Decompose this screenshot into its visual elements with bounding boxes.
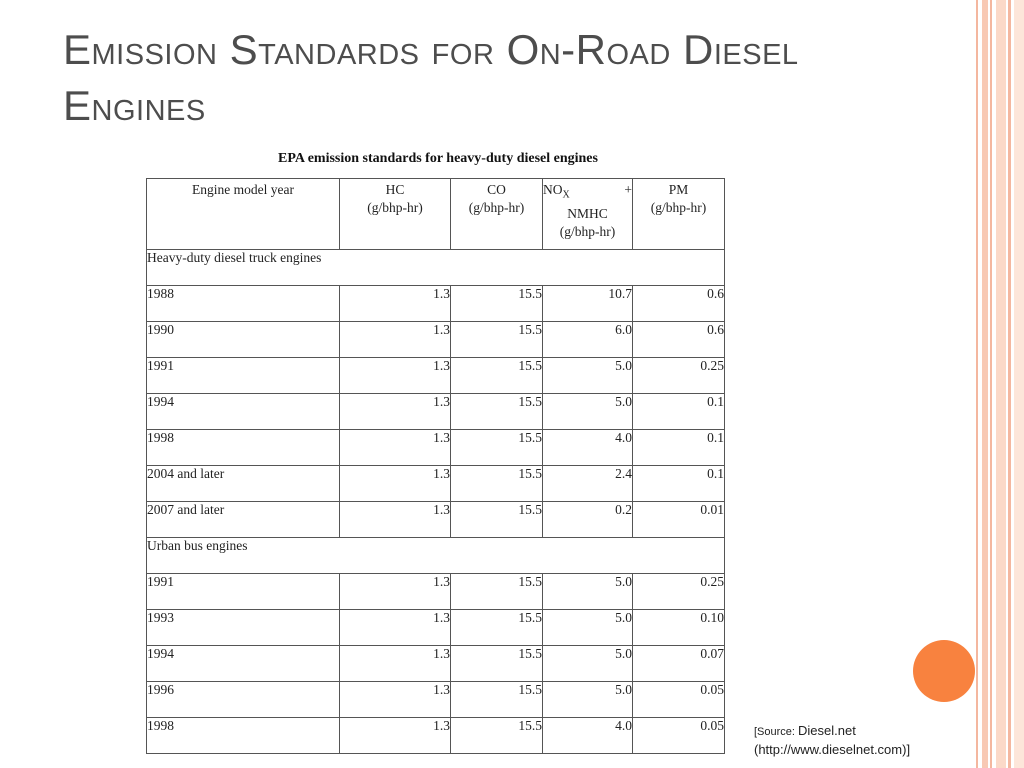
cell-nox: 5.0	[543, 610, 633, 646]
cell-co: 15.5	[451, 394, 543, 430]
table-row	[147, 718, 725, 754]
cell-hc: 1.3	[340, 682, 451, 718]
stripe	[1014, 0, 1024, 768]
cell-nox: 2.4	[543, 466, 633, 502]
cell-pm: 0.05	[633, 682, 725, 718]
header-co	[451, 179, 543, 250]
cell-hc: 1.3	[340, 466, 451, 502]
cell-nox: 5.0	[543, 682, 633, 718]
accent-circle	[913, 640, 975, 702]
cell-pm: 0.07	[633, 646, 725, 682]
header-hc-unit: (g/bhp-hr)	[367, 200, 423, 215]
cell-co: 15.5	[451, 574, 543, 610]
header-pm	[633, 179, 725, 250]
cell-hc: 1.3	[340, 394, 451, 430]
section-label: Urban bus engines	[147, 538, 725, 574]
table-row	[147, 430, 725, 466]
table-row	[147, 502, 725, 538]
cell-nox: 5.0	[543, 358, 633, 394]
cell-year: 2004 and later	[147, 466, 340, 502]
cell-pm: 0.1	[633, 466, 725, 502]
cell-pm: 0.10	[633, 610, 725, 646]
table-row	[147, 358, 725, 394]
header-co-unit: (g/bhp-hr)	[468, 200, 525, 215]
cell-co: 15.5	[451, 466, 543, 502]
table-row	[147, 286, 725, 322]
table-row	[147, 610, 725, 646]
cell-co: 15.5	[451, 430, 543, 466]
cell-co: 15.5	[451, 358, 543, 394]
cell-year: 1993	[147, 610, 340, 646]
cell-hc: 1.3	[340, 322, 451, 358]
source-citation	[754, 722, 984, 758]
cell-year: 1998	[147, 718, 340, 754]
cell-hc: 1.3	[340, 574, 451, 610]
cell-hc: 1.3	[340, 358, 451, 394]
cell-nox: 5.0	[543, 646, 633, 682]
cell-year: 1991	[147, 574, 340, 610]
section-row	[147, 538, 725, 574]
cell-hc: 1.3	[340, 646, 451, 682]
cell-hc: 1.3	[340, 502, 451, 538]
slide-title: Emission Standards for On-Road Diesel Engines	[63, 26, 799, 129]
cell-nox: 0.2	[543, 502, 633, 538]
header-co-label: CO	[487, 182, 506, 197]
header-nox-nmhc: NMHC	[567, 205, 608, 221]
stripe	[1008, 0, 1011, 768]
table-row	[147, 322, 725, 358]
stripe	[990, 0, 992, 768]
stripe	[976, 0, 978, 768]
cell-pm: 0.6	[633, 286, 725, 322]
header-nox-plus: +	[624, 182, 632, 197]
cell-nox: 5.0	[543, 394, 633, 430]
cell-year: 1994	[147, 394, 340, 430]
cell-nox: 4.0	[543, 718, 633, 754]
table-row	[147, 466, 725, 502]
header-hc	[340, 179, 451, 250]
emission-table	[146, 178, 725, 754]
cell-pm: 0.01	[633, 502, 725, 538]
cell-year: 2007 and later	[147, 502, 340, 538]
header-pm-unit: (g/bhp-hr)	[650, 200, 707, 215]
section-label: Heavy-duty diesel truck engines	[147, 250, 725, 286]
header-nox-label: $NO_X$	[543, 182, 570, 201]
cell-co: 15.5	[451, 718, 543, 754]
cell-year: 1998	[147, 430, 340, 466]
cell-pm: 0.25	[633, 574, 725, 610]
table-row	[147, 682, 725, 718]
cell-year: 1991	[147, 358, 340, 394]
cell-nox: 5.0	[543, 574, 633, 610]
header-row	[147, 179, 725, 250]
cell-hc: 1.3	[340, 610, 451, 646]
cell-co: 15.5	[451, 502, 543, 538]
cell-pm: 0.6	[633, 322, 725, 358]
cell-pm: 0.1	[633, 430, 725, 466]
source-name: Diesel.net	[798, 723, 856, 738]
source-label: [Source:	[754, 726, 799, 738]
cell-co: 15.5	[451, 646, 543, 682]
cell-hc: 1.3	[340, 286, 451, 322]
section-row	[147, 250, 725, 286]
stripe	[982, 0, 988, 768]
decorative-stripes	[976, 0, 1024, 768]
cell-year: 1996	[147, 682, 340, 718]
cell-year: 1994	[147, 646, 340, 682]
table-row	[147, 574, 725, 610]
cell-pm: 0.05	[633, 718, 725, 754]
cell-year: 1988	[147, 286, 340, 322]
cell-co: 15.5	[451, 322, 543, 358]
header-pm-label: PM	[668, 182, 689, 197]
cell-nox: 4.0	[543, 430, 633, 466]
cell-hc: 1.3	[340, 718, 451, 754]
cell-nox: 6.0	[543, 322, 633, 358]
cell-pm: 0.1	[633, 394, 725, 430]
table-title: EPA emission standards for heavy-duty diesel engines	[278, 151, 598, 166]
cell-year: 1990	[147, 322, 340, 358]
header-year-label: Engine model year	[192, 182, 294, 197]
cell-hc: 1.3	[340, 430, 451, 466]
source-url: (http://www.dieselnet.com)]	[754, 742, 911, 757]
table-row	[147, 394, 725, 430]
cell-co: 15.5	[451, 682, 543, 718]
cell-nox: 10.7	[543, 286, 633, 322]
header-hc-label: HC	[385, 182, 405, 197]
header-year	[147, 179, 340, 250]
cell-pm: 0.25	[633, 358, 725, 394]
header-nox-unit: (g/bhp-hr)	[559, 223, 616, 239]
cell-co: 15.5	[451, 286, 543, 322]
header-nox	[543, 179, 633, 250]
table-row	[147, 646, 725, 682]
stripe	[996, 0, 1006, 768]
cell-co: 15.5	[451, 610, 543, 646]
